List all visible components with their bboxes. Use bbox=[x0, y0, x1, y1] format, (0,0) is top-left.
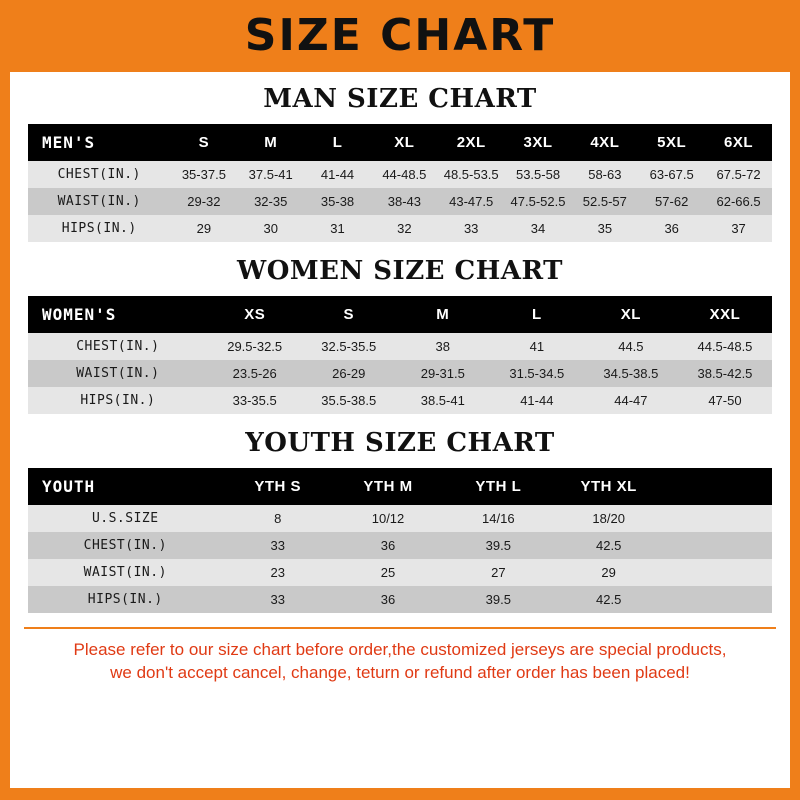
table-cell: 34.5-38.5 bbox=[603, 366, 659, 381]
table-cell: 67.5-72 bbox=[716, 167, 761, 182]
table-cell: 58-63 bbox=[588, 167, 622, 182]
men-size-chart-section bbox=[10, 84, 790, 242]
table-cell: 29 bbox=[601, 565, 616, 580]
table-row bbox=[28, 559, 772, 586]
table-row bbox=[28, 532, 772, 559]
men-col-m: M bbox=[237, 124, 304, 161]
table-row bbox=[28, 505, 772, 532]
men-col-s: S bbox=[170, 124, 237, 161]
table-cell: 41-44 bbox=[520, 393, 554, 408]
women-col-s: S bbox=[302, 296, 396, 333]
footer-note-line1: Please refer to our size chart before order,the customized jerseys are special products, bbox=[73, 640, 727, 659]
table-cell: 44-48.5 bbox=[382, 167, 427, 182]
table-row bbox=[28, 215, 772, 242]
table-cell: 37 bbox=[731, 221, 746, 236]
table-cell: 44.5-48.5 bbox=[697, 339, 753, 354]
table-cell: 57-62 bbox=[655, 194, 689, 209]
table-cell: 29 bbox=[196, 221, 212, 236]
table-cell: 32 bbox=[397, 221, 412, 236]
table-cell: 62-66.5 bbox=[716, 194, 761, 209]
table-cell: 18/20 bbox=[592, 511, 625, 526]
table-cell: 36 bbox=[380, 538, 396, 553]
men-chest-label: CHEST(IN.) bbox=[57, 167, 141, 182]
table-cell: 31.5-34.5 bbox=[509, 366, 565, 381]
men-col-5xl: 5XL bbox=[638, 124, 705, 161]
table-cell: 14/16 bbox=[482, 511, 515, 526]
table-cell: 39.5 bbox=[485, 538, 511, 553]
table-cell-spacer bbox=[664, 559, 772, 586]
men-hips-label: HIPS(IN.) bbox=[61, 221, 137, 236]
youth-col-xl: YTH XL bbox=[553, 468, 663, 505]
table-cell: 63-67.5 bbox=[649, 167, 694, 182]
women-section-title: WOMEN SIZE CHART bbox=[237, 256, 563, 286]
youth-table-header bbox=[28, 468, 772, 505]
youth-section-title: YOUTH SIZE CHART bbox=[245, 428, 555, 458]
page-title: SIZE CHART bbox=[244, 10, 556, 61]
table-cell: 42.5 bbox=[596, 592, 622, 607]
men-col-xl: XL bbox=[371, 124, 438, 161]
men-col-2xl: 2XL bbox=[438, 124, 505, 161]
youth-col-m: YTH M bbox=[333, 468, 443, 505]
table-row bbox=[28, 586, 772, 613]
youth-col-l: YTH L bbox=[443, 468, 553, 505]
table-cell: 52.5-57 bbox=[582, 194, 627, 209]
footer-note bbox=[24, 627, 776, 685]
footer-note-line2: we don't accept cancel, change, teturn or refund after order has been placed! bbox=[110, 662, 690, 682]
table-cell: 25 bbox=[380, 565, 396, 580]
table-cell: 35-37.5 bbox=[181, 167, 226, 182]
men-col-6xl: 6XL bbox=[705, 124, 772, 161]
table-cell: 34 bbox=[530, 221, 546, 236]
table-cell: 32-35 bbox=[254, 194, 288, 209]
table-cell: 42.5 bbox=[596, 538, 622, 553]
men-table-header bbox=[28, 124, 772, 161]
table-cell-spacer bbox=[664, 586, 772, 613]
table-cell: 23.5-26 bbox=[232, 366, 277, 381]
women-row-header: WOMEN'S bbox=[28, 296, 208, 333]
women-col-l: L bbox=[490, 296, 584, 333]
youth-chest-label: CHEST(IN.) bbox=[83, 538, 167, 553]
women-col-xl: XL bbox=[584, 296, 678, 333]
women-col-xxl: XXL bbox=[678, 296, 772, 333]
women-waist-label: WAIST(IN.) bbox=[76, 366, 160, 381]
youth-waist-label: WAIST(IN.) bbox=[83, 565, 167, 580]
table-cell: 53.5-58 bbox=[515, 167, 561, 182]
women-size-chart-section bbox=[10, 256, 790, 414]
table-cell: 44.5 bbox=[618, 339, 644, 354]
table-cell: 30 bbox=[263, 221, 278, 236]
women-hips-label: HIPS(IN.) bbox=[80, 393, 156, 408]
table-cell-spacer bbox=[664, 505, 772, 532]
table-cell: 37.5-41 bbox=[248, 167, 293, 182]
men-table-body bbox=[28, 161, 772, 242]
table-cell: 38-43 bbox=[387, 194, 421, 209]
men-col-3xl: 3XL bbox=[505, 124, 572, 161]
table-cell: 36 bbox=[664, 221, 679, 236]
table-cell: 38.5-41 bbox=[420, 393, 465, 408]
table-cell: 33 bbox=[270, 592, 285, 607]
table-header-row bbox=[28, 296, 772, 333]
footer-accent-band bbox=[0, 788, 800, 800]
youth-col-spacer bbox=[664, 468, 772, 505]
table-cell: 41-44 bbox=[320, 167, 355, 182]
women-chest-label: CHEST(IN.) bbox=[76, 339, 160, 354]
table-cell: 35-38 bbox=[320, 194, 355, 209]
table-cell: 48.5-53.5 bbox=[443, 167, 499, 182]
men-waist-label: WAIST(IN.) bbox=[57, 194, 141, 209]
table-row bbox=[28, 188, 772, 215]
men-row-header: MEN'S bbox=[28, 124, 170, 161]
youth-table-body bbox=[28, 505, 772, 613]
table-cell: 29-31.5 bbox=[420, 366, 465, 381]
table-cell: 39.5 bbox=[485, 592, 511, 607]
header-band bbox=[0, 0, 800, 72]
table-row bbox=[28, 161, 772, 188]
table-header-row bbox=[28, 468, 772, 505]
men-section-title: MAN SIZE CHART bbox=[263, 84, 537, 114]
women-col-xs: XS bbox=[208, 296, 302, 333]
men-size-table bbox=[28, 124, 772, 242]
men-col-l: L bbox=[304, 124, 371, 161]
women-table-body bbox=[28, 333, 772, 414]
table-cell: 47-50 bbox=[708, 393, 742, 408]
table-cell: 44-47 bbox=[614, 393, 648, 408]
youth-size-table bbox=[28, 468, 772, 613]
table-row bbox=[28, 360, 772, 387]
table-cell: 35 bbox=[597, 221, 613, 236]
table-cell: 38 bbox=[435, 339, 451, 354]
table-cell: 33-35.5 bbox=[232, 393, 277, 408]
youth-size-chart-section bbox=[10, 428, 790, 613]
youth-hips-label: HIPS(IN.) bbox=[87, 592, 163, 607]
table-cell: 8 bbox=[274, 511, 282, 526]
youth-col-s: YTH S bbox=[223, 468, 333, 505]
table-cell: 29-32 bbox=[187, 194, 221, 209]
table-row bbox=[28, 333, 772, 360]
men-col-4xl: 4XL bbox=[571, 124, 638, 161]
women-col-m: M bbox=[396, 296, 490, 333]
table-cell: 33 bbox=[270, 538, 285, 553]
table-cell: 36 bbox=[380, 592, 396, 607]
table-cell: 43-47.5 bbox=[449, 194, 494, 209]
table-cell: 35.5-38.5 bbox=[321, 393, 377, 408]
women-size-table bbox=[28, 296, 772, 414]
youth-row-header: YOUTH bbox=[28, 468, 223, 505]
table-cell: 23 bbox=[270, 565, 285, 580]
table-cell: 47.5-52.5 bbox=[510, 194, 566, 209]
table-cell: 41 bbox=[529, 339, 545, 354]
table-cell: 10/12 bbox=[371, 511, 405, 526]
table-cell: 32.5-35.5 bbox=[321, 339, 377, 354]
table-header-row bbox=[28, 124, 772, 161]
table-cell: 31 bbox=[330, 221, 345, 236]
table-cell: 38.5-42.5 bbox=[697, 366, 753, 381]
table-cell: 29.5-32.5 bbox=[227, 339, 283, 354]
table-cell: 33 bbox=[463, 221, 479, 236]
table-cell-spacer bbox=[664, 532, 772, 559]
table-cell: 26-29 bbox=[332, 366, 366, 381]
table-row bbox=[28, 387, 772, 414]
youth-ussize-label: U.S.SIZE bbox=[91, 511, 159, 526]
table-cell: 27 bbox=[491, 565, 506, 580]
women-table-header bbox=[28, 296, 772, 333]
